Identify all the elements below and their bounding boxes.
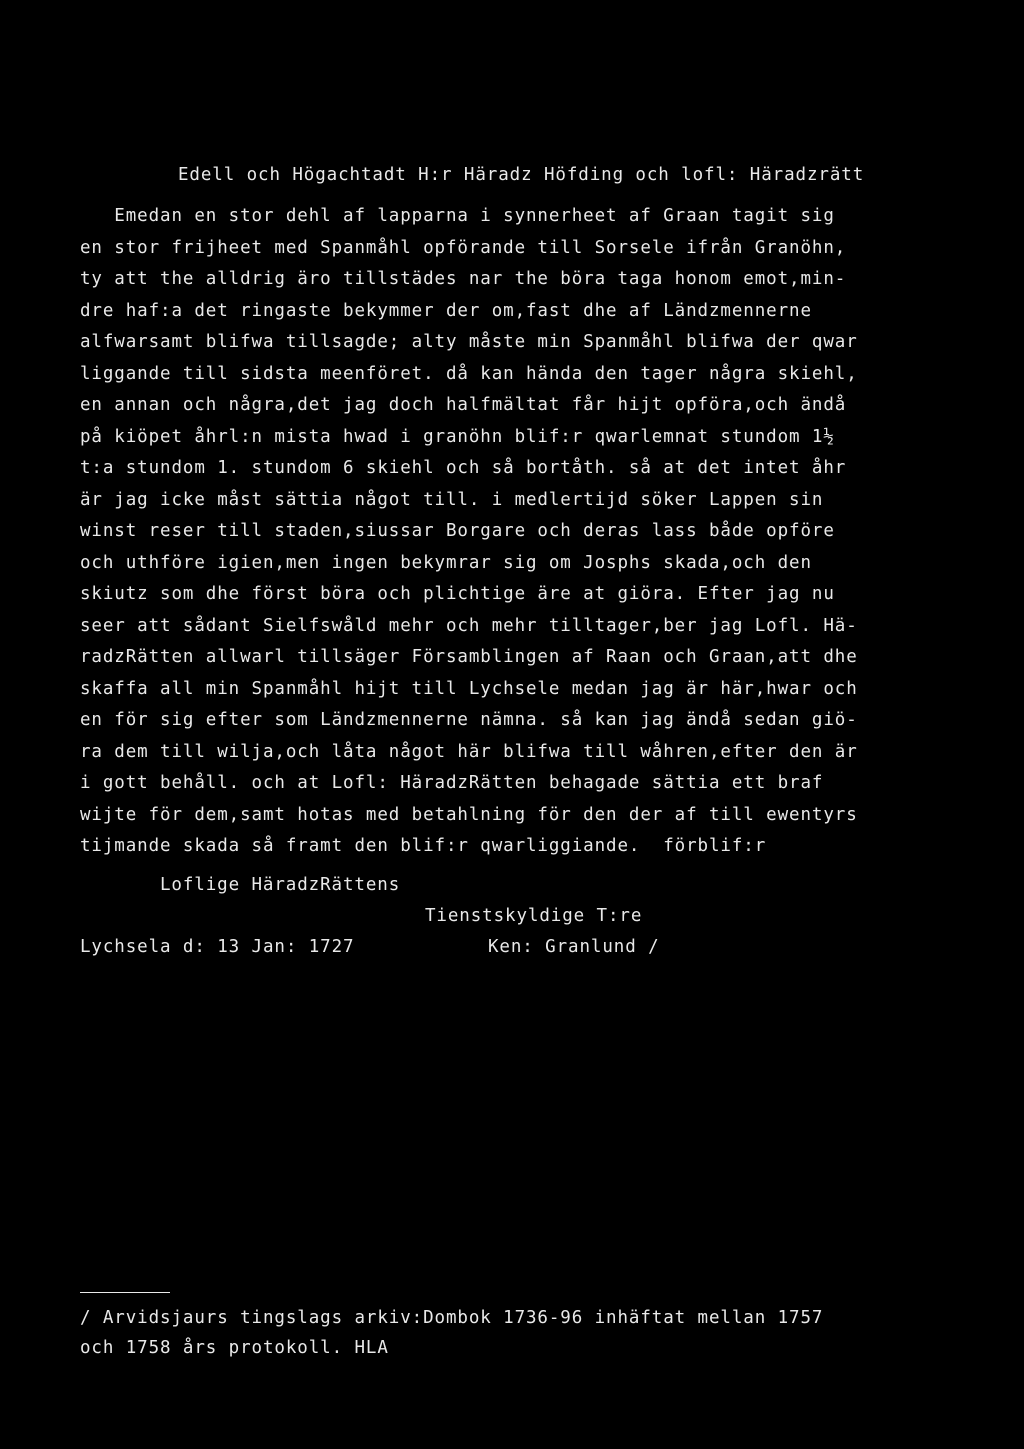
body-line-2: en stor frijheet med Spanmåhl opförande till Sorsele ifrån Granöhn, <box>80 238 847 258</box>
body-line-11: winst reser till staden,siussar Borgare och deras lass både opföre <box>80 521 835 541</box>
body-line-18: ra dem till wilja,och låta något här blifwa till wåhren,efter den är <box>80 742 858 762</box>
body-line-17: en för sig efter som Ländzmennerne nämna. så kan jag ändå sedan giö- <box>80 710 858 730</box>
body-line-21: tijmande skada så framt den blif:r qwarliggiande. förblif:r <box>80 836 767 856</box>
body-line-15: radzRätten allwarl tillsäger Församblingen af Raan och Graan,att dhe <box>80 647 858 667</box>
body-line-5: alfwarsamt blifwa tillsagde; alty måste min Spanmåhl blifwa der qwar <box>80 332 858 352</box>
body-line-4: dre haf:a det ringaste bekymmer der om,fast dhe af Ländzmennerne <box>80 301 812 321</box>
body-line-9: t:a stundom 1. stundom 6 skiehl och så bortåth. så at det intet åhr <box>80 458 847 478</box>
body-line-3: ty att the alldrig äro tillstädes nar the böra taga honom emot,min- <box>80 269 847 289</box>
body-line-14: seer att sådant Sielfswåld mehr och mehr tilltager,ber jag Lofl. Hä- <box>80 616 858 636</box>
body-line-7: en annan och några,det jag doch halfmältat får hijt opföra,och ändå <box>80 395 847 415</box>
letter-salutation: Edell och Högachtadt H:r Häradz Höfding och lofl: Häradzrätt <box>178 165 865 185</box>
body-line-19: i gott behåll. och at Lofl: HäradzRätten behagade sättia ett braf <box>80 773 824 793</box>
body-line-16: skaffa all min Spanmåhl hijt till Lychsele medan jag är här,hwar och <box>80 679 858 699</box>
footnote-line-2: och 1758 års protokoll. HLA <box>80 1338 389 1358</box>
body-line-12: och uthföre igien,men ingen bekymrar sig om Josphs skada,och den <box>80 553 812 573</box>
signature-row <box>80 936 720 960</box>
place-and-date: Lychsela d: 13 Jan: 1727 <box>80 937 355 957</box>
body-line-10: är jag icke måst sättia något till. i medlertijd söker Lappen sin <box>80 490 824 510</box>
footnote-divider <box>80 1292 170 1293</box>
body-line-13: skiutz som dhe först böra och plichtige äre at giöra. Efter jag nu <box>80 584 835 604</box>
body-line-20: wijte för dem,samt hotas med betahlning för den der af till ewentyrs <box>80 805 858 825</box>
signer-name: Ken: Granlund / <box>488 937 660 957</box>
body-line-8: på kiöpet åhrl:n mista hwad i granöhn blif:r qwarlemnat stundom 1½ <box>80 427 835 447</box>
closing-line: Loflige HäradzRättens <box>160 875 401 895</box>
signature-title: Tienstskyldige T:re <box>425 906 643 926</box>
body-line-6: liggande till sidsta meenföret. då kan hända den tager några skiehl, <box>80 364 858 384</box>
body-line-1: Emedan en stor dehl af lapparna i synnerheet af Graan tagit sig <box>80 206 835 226</box>
footnote-line-1: / Arvidsjaurs tingslags arkiv:Dombok 1736-96 inhäftat mellan 1757 <box>80 1308 824 1328</box>
